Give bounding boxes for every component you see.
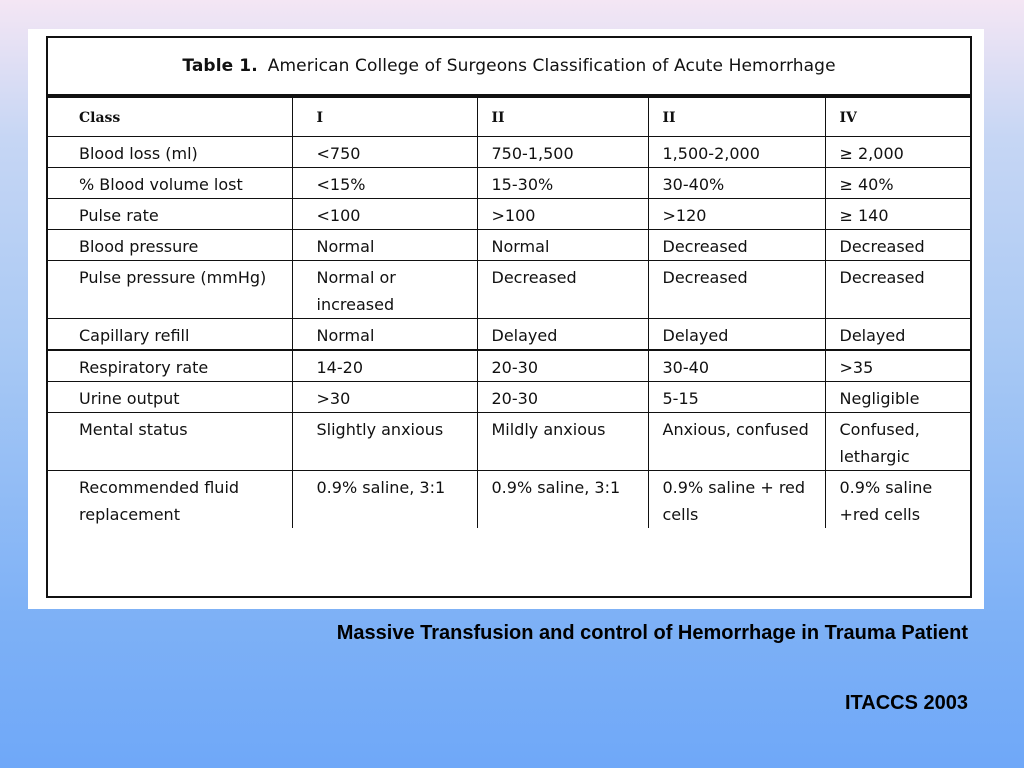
table-cell: 750-1,500: [477, 136, 648, 167]
table-row: [48, 381, 970, 412]
table-cell: Negligible: [825, 381, 970, 412]
table-cell: 30-40%: [648, 167, 825, 198]
table-cell: 0.9% saline +red cells: [839, 477, 933, 524]
table-cell: 15-30%: [477, 167, 648, 198]
table-cell: Confused, lethargic: [825, 412, 970, 470]
row-label: % Blood volume lost: [48, 167, 292, 198]
hemorrhage-classification-table: [48, 98, 970, 528]
table-cell: >100: [477, 198, 648, 229]
row-label: Blood pressure: [48, 229, 292, 260]
table-cell: 5-15: [648, 381, 825, 412]
table-cell: ≥ 2,000: [825, 136, 970, 167]
row-label: Pulse pressure (mmHg): [48, 260, 292, 318]
table-cell: 20-30: [477, 350, 648, 382]
table-cell: 1,500-2,000: [648, 136, 825, 167]
header-class-ii: II: [477, 98, 648, 136]
table-row: [48, 412, 970, 470]
table-cell: ≥ 140: [825, 198, 970, 229]
table-cell: 0.9% saline, 3:1: [292, 470, 477, 528]
table-cell: >30: [292, 381, 477, 412]
row-label: Blood loss (ml): [48, 136, 292, 167]
table-cell: Delayed: [477, 318, 648, 350]
table-cell: 0.9% saline + red cells: [648, 470, 825, 528]
slide-source: ITACCS 2003: [844, 692, 968, 714]
table-panel: [28, 29, 984, 609]
row-label: Pulse rate: [48, 198, 292, 229]
table-row: [48, 260, 970, 318]
table-row: [48, 198, 970, 229]
table-cell: Normal: [292, 318, 477, 350]
classification-table-frame: [46, 36, 972, 598]
row-label: Respiratory rate: [48, 350, 292, 382]
table-cell: Mildly anxious: [477, 412, 648, 470]
table-header-row: [48, 98, 970, 136]
header-class-iii: II: [648, 98, 825, 136]
table-row: [48, 167, 970, 198]
header-class: Class: [48, 98, 292, 136]
table-row: [48, 136, 970, 167]
table-cell: Normal: [292, 229, 477, 260]
table-cell: Decreased: [648, 260, 825, 318]
row-label: Mental status: [48, 412, 292, 470]
table-cell: Delayed: [648, 318, 825, 350]
table-cell: <750: [292, 136, 477, 167]
table-cell: Slightly anxious: [292, 412, 477, 470]
table-cell: ≥ 40%: [825, 167, 970, 198]
row-label: Urine output: [48, 381, 292, 412]
table-cell: Decreased: [648, 229, 825, 260]
table-cell: 0.9% saline, 3:1: [477, 470, 648, 528]
header-class-i: I: [292, 98, 477, 136]
table-row: [48, 318, 970, 350]
table-cell: Normal or increased: [292, 260, 477, 318]
table-cell: 30-40: [648, 350, 825, 382]
table-cell: Anxious, confused: [648, 412, 825, 470]
table-cell: Decreased: [477, 260, 648, 318]
table-cell: 14-20: [292, 350, 477, 382]
table-cell: <100: [292, 198, 477, 229]
table-row: [48, 229, 970, 260]
table-cell: Decreased: [825, 260, 970, 318]
slide-caption: Massive Transfusion and control of Hemorrhage in Trauma Patient: [336, 622, 968, 644]
header-class-iv: IV: [825, 98, 970, 136]
table-cell: Normal: [477, 229, 648, 260]
table-cell: >120: [648, 198, 825, 229]
table-title: [48, 38, 970, 98]
table-cell: <15%: [292, 167, 477, 198]
table-cell: Decreased: [825, 229, 970, 260]
table-cell: 20-30: [477, 381, 648, 412]
table-row: [48, 350, 970, 382]
row-label: Capillary refill: [48, 318, 292, 350]
row-label: Recommended fluid replacement: [48, 470, 292, 528]
table-cell: >35: [825, 350, 970, 382]
table-row: [48, 470, 970, 528]
table-cell: Delayed: [825, 318, 970, 350]
table-number: Table 1.: [182, 56, 258, 76]
table-title-text: American College of Surgeons Classification of Acute Hemorrhage: [267, 56, 836, 76]
